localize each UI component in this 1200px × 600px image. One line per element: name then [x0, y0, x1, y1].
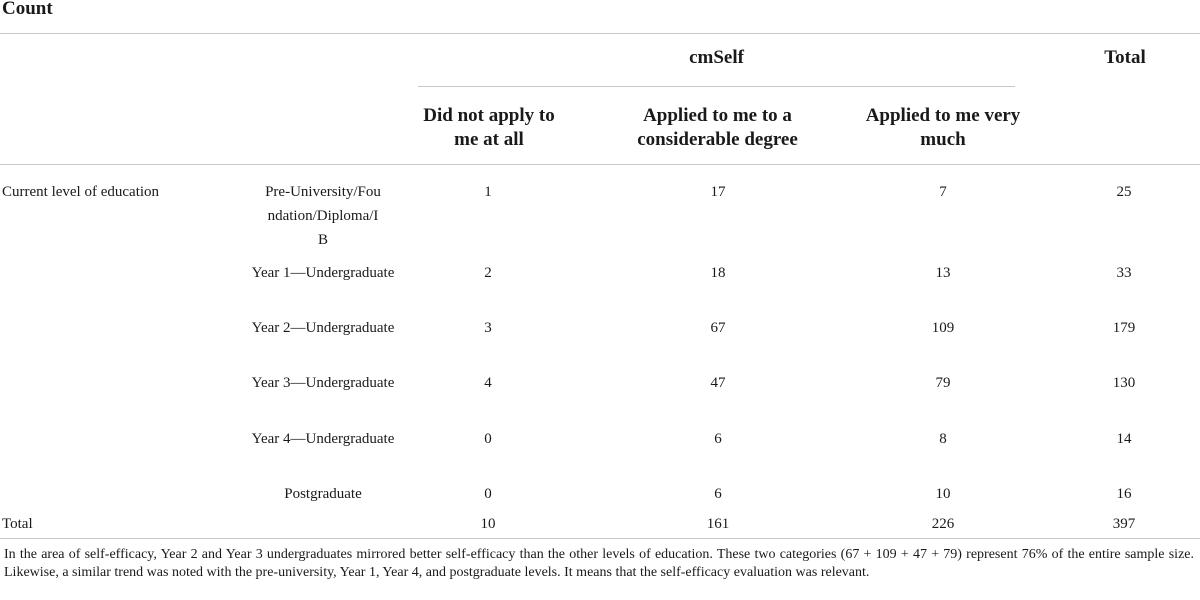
row-label: Postgraduate	[284, 486, 362, 502]
row-label: Year 1—Undergraduate	[251, 265, 395, 281]
table-cell: 33	[1116, 265, 1132, 281]
header-col-3: Applied to me very much	[865, 105, 1021, 150]
table-cell: 13	[935, 265, 951, 281]
total-cell: 226	[931, 516, 955, 532]
table-cell: 0	[484, 431, 492, 447]
table-cell: 0	[484, 486, 492, 502]
table-title: Count	[2, 0, 53, 19]
table-cell: 79	[935, 375, 951, 391]
table-footnote: In the area of self-efficacy, Year 2 and Year 3 undergraduates mirrored better self-efficacy than the other levels of education. These two categories (67 + 109 + 47 + 79) represent 76% of the entire sample size. Likewise, a similar trend was noted with the pre-university, Year 1, Year 4, and postgraduate levels. It means that the self-efficacy evaluation was relevant.	[4, 547, 1194, 580]
header-total: Total	[1104, 47, 1146, 68]
header-bottom-rule	[0, 164, 1200, 165]
table-cell: 1	[484, 184, 492, 200]
table-cell: 2	[484, 265, 492, 281]
table-cell: 3	[484, 320, 492, 336]
row-group-label: Current level of education	[2, 184, 160, 200]
table-cell: 67	[710, 320, 726, 336]
table-cell: 25	[1116, 184, 1132, 200]
table-cell: 179	[1112, 320, 1136, 336]
table-cell: 14	[1116, 431, 1132, 447]
header-col-2: Applied to me to a considerable degree	[637, 105, 798, 150]
table-cell: 130	[1112, 375, 1136, 391]
table-cell: 109	[931, 320, 955, 336]
table-cell: 17	[710, 184, 726, 200]
row-label: Pre-University/Foundation/Diploma/IB	[265, 184, 381, 248]
header-col-1: Did not apply to me at all	[423, 105, 555, 150]
total-cell: 397	[1112, 516, 1136, 532]
row-label: Year 3—Undergraduate	[251, 375, 395, 391]
group-header-cmself: cmSelf	[689, 47, 744, 68]
total-cell: 10	[480, 516, 496, 532]
table-cell: 10	[935, 486, 951, 502]
table-cell: 18	[710, 265, 726, 281]
footer-rule	[0, 538, 1200, 539]
table-cell: 6	[714, 486, 722, 502]
table-cell: 7	[939, 184, 947, 200]
total-cell: 161	[706, 516, 730, 532]
table-cell: 16	[1116, 486, 1132, 502]
table-cell: 4	[484, 375, 492, 391]
row-label: Year 4—Undergraduate	[251, 431, 395, 447]
row-label: Year 2—Undergraduate	[251, 320, 395, 336]
total-row-label: Total	[2, 516, 33, 532]
table-cell: 6	[714, 431, 722, 447]
top-rule	[0, 33, 1200, 34]
table-cell: 8	[939, 431, 947, 447]
table-cell: 47	[710, 375, 726, 391]
group-rule	[418, 86, 1015, 87]
